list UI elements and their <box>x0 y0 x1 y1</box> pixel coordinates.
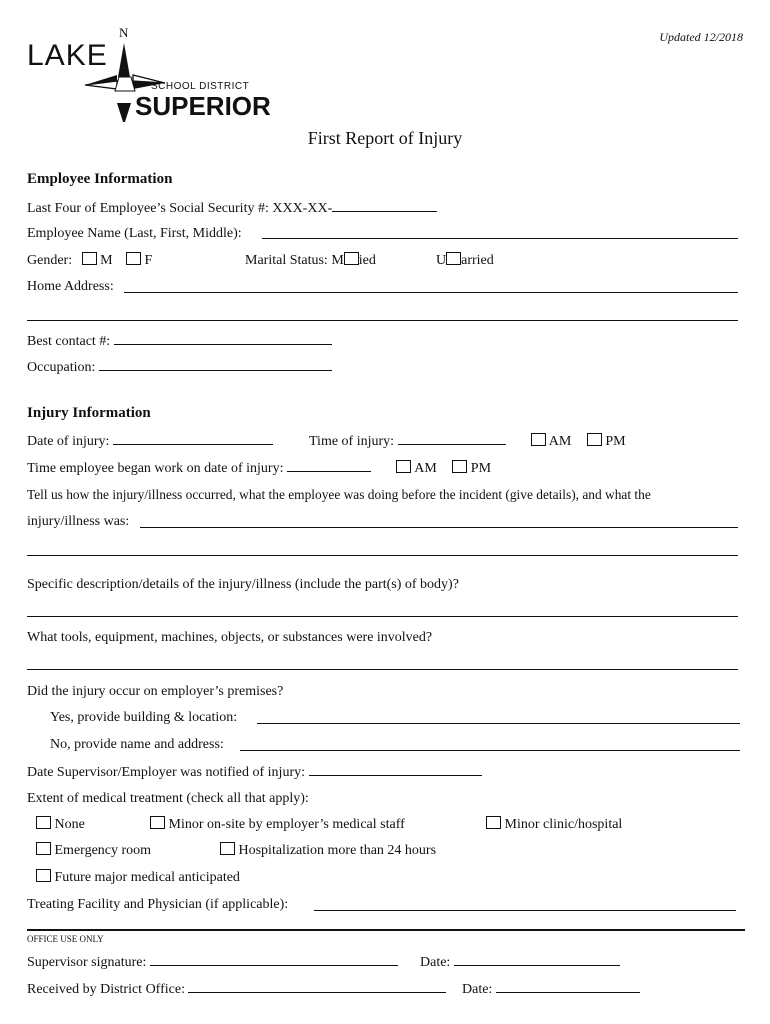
premises-yes-label: Yes, provide building & location: <box>50 710 238 725</box>
supervisor-date-label: Date: <box>420 955 451 970</box>
employee-heading: Employee Information <box>27 171 173 187</box>
treatment-er-option <box>36 842 151 860</box>
facility-field[interactable] <box>314 910 736 911</box>
gender-m-checkbox[interactable] <box>82 252 97 265</box>
began-work-field[interactable] <box>287 459 371 472</box>
treatment-clinic-label: Minor clinic/hospital <box>504 817 623 832</box>
how-occurred-line2: injury/illness was: <box>27 514 130 529</box>
notified-label: Date Supervisor/Employer was notified of injury: <box>27 765 305 780</box>
address-row <box>27 278 114 296</box>
updated-date: Updated 12/2018 <box>659 30 743 44</box>
treatment-hosp-label: Hospitalization more than 24 hours <box>238 843 437 858</box>
received-label: Received by District Office: <box>27 982 185 997</box>
injury-pm-checkbox[interactable] <box>587 433 602 446</box>
premises-yes-field[interactable] <box>257 723 740 724</box>
received-date-field[interactable] <box>496 980 640 993</box>
treatment-future-option <box>36 869 240 887</box>
time-of-injury-row <box>309 432 626 451</box>
treatment-clinic-checkbox[interactable] <box>486 816 501 829</box>
treatment-onsite-checkbox[interactable] <box>150 816 165 829</box>
began-am-checkbox[interactable] <box>396 460 411 473</box>
supervisor-date-field[interactable] <box>454 953 620 966</box>
supervisor-signature-field[interactable] <box>150 953 398 966</box>
treatment-future-label: Future major medical anticipated <box>54 870 240 885</box>
married-checkbox[interactable] <box>344 252 359 265</box>
contact-row <box>27 332 332 351</box>
specific-field[interactable] <box>27 616 738 617</box>
received-field[interactable] <box>188 980 446 993</box>
how-occurred-field-line2[interactable] <box>27 555 738 556</box>
injury-am-checkbox[interactable] <box>531 433 546 446</box>
date-of-injury-label: Date of injury: <box>27 434 110 449</box>
tools-label: What tools, equipment, machines, objects, or substances were involved? <box>27 630 433 645</box>
treatment-none-option <box>36 816 85 834</box>
tools-field[interactable] <box>27 669 738 670</box>
injury-pm-label: PM <box>605 434 626 449</box>
date-of-injury-field[interactable] <box>113 432 273 445</box>
premises-yes-row <box>50 709 237 727</box>
logo-north: N <box>119 25 129 40</box>
marital-row <box>245 252 376 270</box>
supervisor-date-row <box>420 953 620 972</box>
treatment-none-checkbox[interactable] <box>36 816 51 829</box>
began-pm-label: PM <box>470 461 492 476</box>
premises-no-label: No, provide name and address: <box>50 737 224 752</box>
time-of-injury-field[interactable] <box>398 432 506 445</box>
occupation-row <box>27 358 332 377</box>
treatment-hosp-option <box>220 842 436 860</box>
extent-label: Extent of medical treatment (check all that apply): <box>27 791 309 806</box>
unmarried-checkbox[interactable] <box>446 252 461 265</box>
treatment-hosp-checkbox[interactable] <box>220 842 235 855</box>
treatment-onsite-label: Minor on-site by employer’s medical staff <box>168 817 405 832</box>
how-occurred-field[interactable] <box>140 527 738 528</box>
gender-m-label: M <box>100 253 113 268</box>
contact-field[interactable] <box>114 332 332 345</box>
notified-field[interactable] <box>309 763 482 776</box>
premises-no-row <box>50 736 224 754</box>
how-occurred-line1: Tell us how the injury/illness occurred, what the employee was doing before the incident (give details), and what the <box>27 487 651 502</box>
began-work-label: Time employee began work on date of injury: <box>27 461 284 476</box>
district-logo <box>27 25 297 120</box>
employee-name-row <box>27 225 242 243</box>
time-of-injury-label: Time of injury: <box>309 434 395 449</box>
unmarried-prefix: U <box>436 253 447 268</box>
date-of-injury-row <box>27 432 273 451</box>
specific-label: Specific description/details of the injury/illness (include the part(s) of body)? <box>27 577 459 592</box>
treatment-er-checkbox[interactable] <box>36 842 51 855</box>
ssn-label: Last Four of Employee’s Social Security #: XXX-XX- <box>27 201 333 216</box>
injury-heading: Injury Information <box>27 405 151 421</box>
ssn-field[interactable] <box>332 199 437 212</box>
office-divider <box>27 929 745 931</box>
treatment-er-label: Emergency room <box>54 843 152 858</box>
began-pm-checkbox[interactable] <box>452 460 467 473</box>
received-date-row <box>462 980 640 999</box>
began-am-label: AM <box>414 461 437 476</box>
began-work-row <box>27 459 491 478</box>
address-field-line2[interactable] <box>27 320 738 321</box>
gender-f-checkbox[interactable] <box>126 252 141 265</box>
premises-label: Did the injury occur on employer’s premises? <box>27 684 284 699</box>
ssn-row <box>27 199 437 218</box>
form-title: First Report of Injury <box>307 128 463 148</box>
facility-row <box>27 896 288 914</box>
contact-label: Best contact #: <box>27 334 111 349</box>
how-occurred-row2 <box>27 513 129 531</box>
address-field[interactable] <box>124 292 738 293</box>
occupation-label: Occupation: <box>27 360 96 375</box>
unmarried-row <box>436 252 494 270</box>
marital-label: Marital Status: M <box>245 253 344 268</box>
received-date-label: Date: <box>462 982 493 997</box>
supervisor-row <box>27 953 398 972</box>
logo-lake: LAKE <box>27 39 108 72</box>
gender-row <box>27 252 152 270</box>
address-label: Home Address: <box>27 279 114 294</box>
unmarried-suffix: arried <box>461 253 494 268</box>
notified-row <box>27 763 482 782</box>
received-row <box>27 980 446 999</box>
supervisor-label: Supervisor signature: <box>27 955 147 970</box>
gender-label: Gender: <box>27 253 73 268</box>
premises-no-field[interactable] <box>240 750 740 751</box>
treatment-onsite-option <box>150 816 405 834</box>
married-suffix: ied <box>358 253 376 268</box>
treatment-clinic-option <box>486 816 622 834</box>
employee-name-label: Employee Name (Last, First, Middle): <box>27 226 242 241</box>
gender-f-label: F <box>144 253 153 268</box>
office-use-heading: OFFICE USE ONLY <box>27 934 104 944</box>
facility-label: Treating Facility and Physician (if applicable): <box>27 897 289 912</box>
occupation-field[interactable] <box>99 358 332 371</box>
employee-name-field[interactable] <box>262 238 738 239</box>
treatment-none-label: None <box>54 817 85 832</box>
injury-am-label: AM <box>548 434 572 449</box>
treatment-future-checkbox[interactable] <box>36 869 51 882</box>
logo-superior: SUPERIOR <box>135 91 271 121</box>
logo-school-district: SCHOOL DISTRICT <box>151 81 250 92</box>
